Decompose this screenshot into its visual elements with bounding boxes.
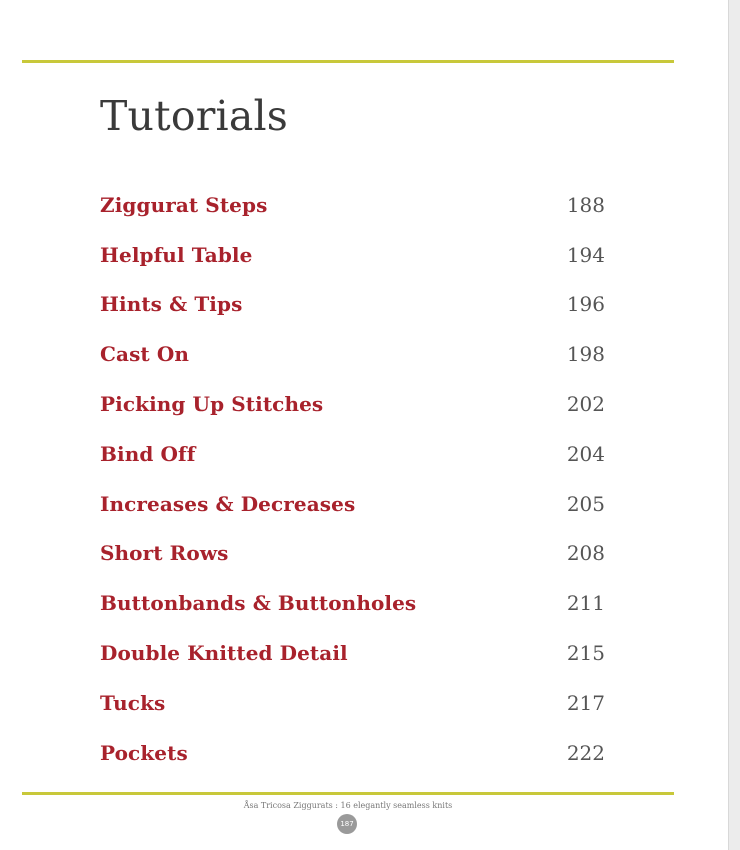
toc-entry-page: 205 (566, 491, 605, 516)
toc-entry-title[interactable]: Bind Off (100, 441, 196, 466)
page-number-badge: 187 (337, 814, 357, 834)
toc-entry-title[interactable]: Picking Up Stitches (100, 392, 324, 417)
toc-entry-page: 196 (566, 292, 605, 317)
toc-entry-title[interactable]: Short Rows (100, 541, 229, 566)
toc-entry-picking-up-stitches[interactable] (100, 379, 605, 429)
toc-entry-bind-off[interactable] (100, 429, 605, 479)
page-title: Tutorials (100, 92, 289, 140)
toc-entry-increases-decreases[interactable] (100, 479, 605, 529)
toc-entry-tucks[interactable] (100, 678, 605, 728)
toc-entry-page: 188 (566, 192, 605, 217)
footer-text: Åsa Tricosa Ziggurats : 16 elegantly seamless knits (243, 801, 453, 810)
toc-entry-page: 215 (566, 641, 605, 666)
toc-entry-ziggurat-steps[interactable] (100, 180, 605, 230)
bottom-rule (22, 792, 674, 795)
toc-entry-page: 217 (566, 690, 605, 715)
toc-entry-page: 202 (566, 392, 605, 417)
toc-entry-title[interactable]: Cast On (100, 342, 190, 367)
toc-entry-page: 211 (566, 591, 605, 616)
toc-entry-page: 208 (566, 541, 605, 566)
toc-entry-page: 198 (566, 342, 605, 367)
toc-entry-title[interactable]: Hints & Tips (100, 292, 243, 317)
toc-entry-title[interactable]: Double Knitted Detail (100, 641, 348, 666)
toc-entry-title[interactable]: Increases & Decreases (100, 491, 356, 516)
top-rule (22, 60, 674, 63)
toc-entry-hints-tips[interactable] (100, 280, 605, 330)
toc-entry-page: 222 (566, 740, 605, 765)
toc-entry-buttonbands-buttonholes[interactable] (100, 578, 605, 628)
toc-entry-pockets[interactable] (100, 728, 605, 778)
toc-entry-short-rows[interactable] (100, 529, 605, 579)
toc-entry-helpful-table[interactable] (100, 230, 605, 280)
toc-entry-title[interactable]: Pockets (100, 740, 188, 765)
viewer-background (729, 0, 740, 850)
table-of-contents (100, 180, 605, 778)
toc-entry-title[interactable]: Helpful Table (100, 242, 253, 267)
toc-entry-double-knitted-detail[interactable] (100, 628, 605, 678)
toc-entry-title[interactable]: Buttonbands & Buttonholes (100, 591, 417, 616)
toc-entry-title[interactable]: Ziggurat Steps (100, 192, 268, 217)
toc-entry-cast-on[interactable] (100, 329, 605, 379)
toc-entry-page: 204 (566, 441, 605, 466)
toc-entry-page: 194 (566, 242, 605, 267)
toc-entry-title[interactable]: Tucks (100, 690, 166, 715)
